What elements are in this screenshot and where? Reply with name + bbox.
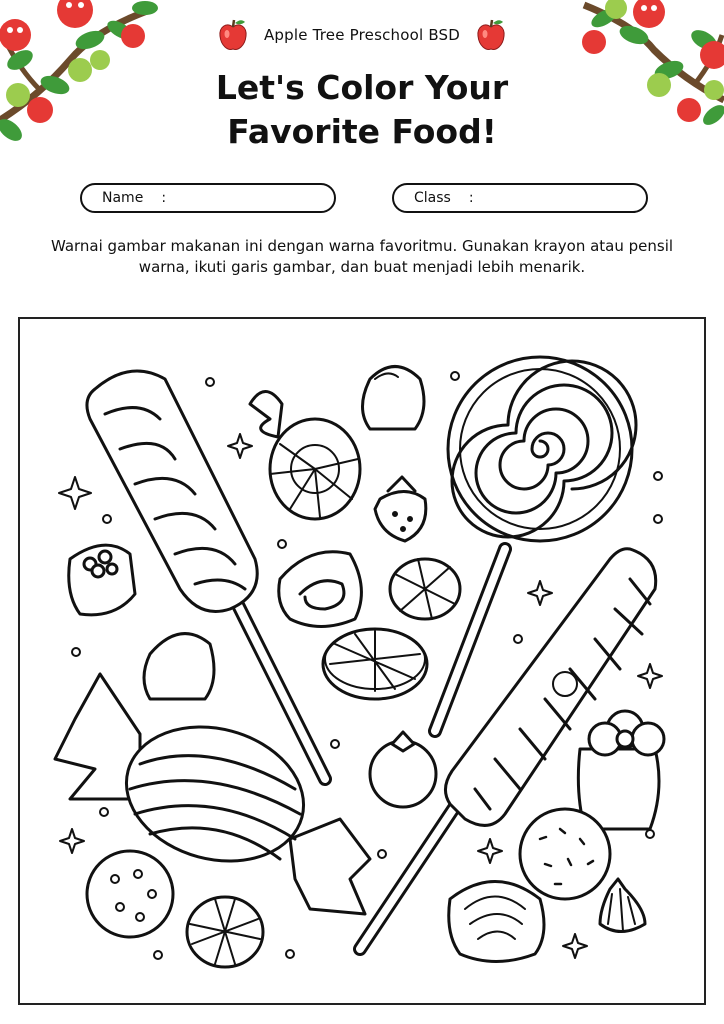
dotted-ball-icon bbox=[87, 851, 173, 937]
disc-candy-icon bbox=[323, 629, 427, 699]
meringue-icon bbox=[600, 879, 645, 932]
class-colon: : bbox=[468, 190, 474, 206]
swirl-puff-icon bbox=[449, 882, 544, 962]
class-label: Class bbox=[414, 190, 451, 206]
berry-candy-icon bbox=[370, 732, 436, 807]
coloring-area[interactable] bbox=[18, 317, 706, 1005]
class-field[interactable] bbox=[392, 183, 648, 213]
sprinkle-ball-icon bbox=[520, 809, 610, 899]
name-label: Name bbox=[102, 190, 144, 206]
name-field[interactable] bbox=[80, 183, 336, 213]
school-header bbox=[0, 18, 724, 52]
title-line-1: Let's Color Your bbox=[215, 68, 509, 107]
gumdrop-icon bbox=[363, 367, 425, 430]
peppermint-candy-icon bbox=[187, 897, 263, 967]
gumdrop-small-icon bbox=[144, 634, 214, 699]
bonbon-candy-icon bbox=[250, 392, 360, 520]
title-line-2: Favorite Food! bbox=[227, 112, 497, 151]
strawberry-candy-icon bbox=[375, 477, 426, 541]
page-title bbox=[0, 66, 724, 154]
sweet-roll-icon bbox=[279, 552, 362, 627]
school-name: Apple Tree Preschool BSD bbox=[263, 26, 461, 44]
chocolate-bonbon-icon bbox=[69, 545, 135, 615]
apple-icon bbox=[218, 18, 248, 52]
apple-icon bbox=[476, 18, 506, 52]
name-colon: : bbox=[161, 190, 167, 206]
candy-illustration bbox=[20, 319, 704, 1003]
instructions-text: Warnai gambar makanan ini dengan warna favoritmu. Gunakan krayon atau pensil warna, ikuti garis gambar, dan buat menjadi lebih menarik. bbox=[50, 237, 674, 276]
flower-sweet-icon bbox=[578, 711, 664, 829]
round-striped-candy-icon bbox=[390, 559, 460, 619]
